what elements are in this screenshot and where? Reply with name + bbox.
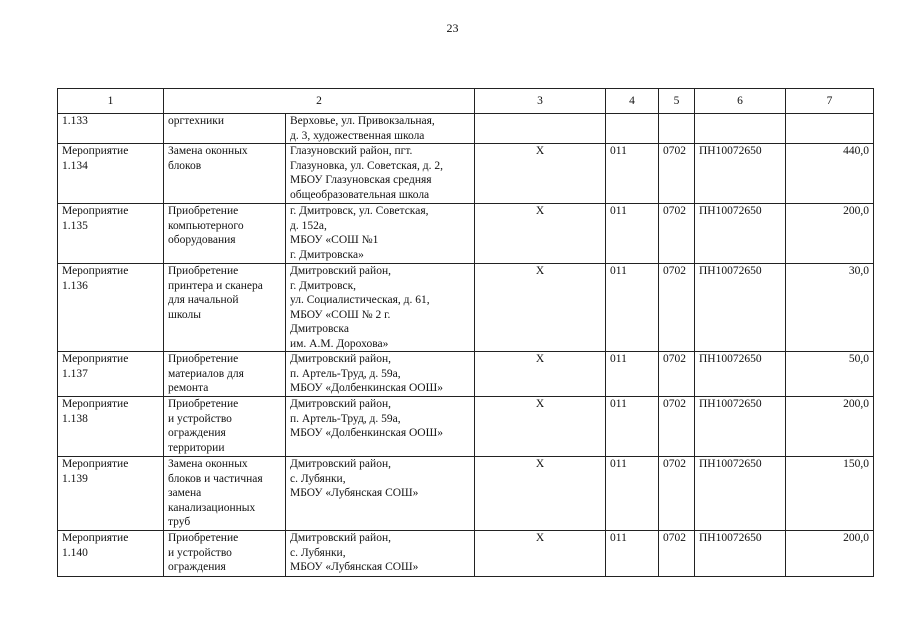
target-cell: ПН10072650 [695,204,786,264]
event-cell: Мероприятие 1.139 [58,457,164,531]
code-cell [606,114,659,144]
table-row [58,397,874,457]
code-cell: 011 [606,397,659,457]
section-cell: 0702 [659,144,695,204]
mark-cell: X [475,531,606,577]
table-row [58,114,874,144]
name-cell: Приобретение компьютерного оборудования [164,204,286,264]
table-row [58,352,874,397]
event-cell: Мероприятие 1.136 [58,264,164,352]
section-cell: 0702 [659,352,695,397]
amount-cell: 200,0 [786,531,874,577]
section-cell: 0702 [659,264,695,352]
table-row [58,144,874,204]
amount-cell: 200,0 [786,204,874,264]
header-col-3: 3 [475,89,606,114]
code-cell: 011 [606,352,659,397]
header-col-6: 6 [695,89,786,114]
event-cell: Мероприятие 1.135 [58,204,164,264]
location-cell: Дмитровский район, г. Дмитровск, ул. Социалистическая, д. 61, МБОУ «СОШ № 2 г. Дмитровска им. А.М. Дорохова» [286,264,475,352]
code-cell: 011 [606,204,659,264]
mark-cell: X [475,352,606,397]
amount-cell [786,114,874,144]
target-cell: ПН10072650 [695,397,786,457]
budget-table [57,88,874,577]
table-row [58,204,874,264]
target-cell: ПН10072650 [695,531,786,577]
amount-cell: 50,0 [786,352,874,397]
location-cell: Дмитровский район, с. Лубянки, МБОУ «Лубянская СОШ» [286,531,475,577]
section-cell: 0702 [659,531,695,577]
table-row [58,531,874,577]
location-cell: Верховье, ул. Привокзальная, д. 3, художественная школа [286,114,475,144]
name-cell: Приобретение принтера и сканера для начальной школы [164,264,286,352]
name-cell: Замена оконных блоков [164,144,286,204]
location-cell: Дмитровский район, п. Артель-Труд, д. 59а, МБОУ «Долбенкинская ООШ» [286,352,475,397]
mark-cell: X [475,204,606,264]
mark-cell: X [475,264,606,352]
event-cell: 1.133 [58,114,164,144]
event-cell: Мероприятие 1.138 [58,397,164,457]
section-cell [659,114,695,144]
section-cell: 0702 [659,457,695,531]
event-cell: Мероприятие 1.140 [58,531,164,577]
name-cell: Приобретение и устройство ограждения территории [164,397,286,457]
location-cell: г. Дмитровск, ул. Советская, д. 152а, МБОУ «СОШ №1 г. Дмитровска» [286,204,475,264]
target-cell: ПН10072650 [695,144,786,204]
amount-cell: 440,0 [786,144,874,204]
amount-cell: 200,0 [786,397,874,457]
mark-cell: X [475,457,606,531]
header-row [58,89,874,114]
amount-cell: 150,0 [786,457,874,531]
amount-cell: 30,0 [786,264,874,352]
target-cell: ПН10072650 [695,352,786,397]
header-col-4: 4 [606,89,659,114]
name-cell: Приобретение материалов для ремонта [164,352,286,397]
section-cell: 0702 [659,204,695,264]
target-cell: ПН10072650 [695,264,786,352]
name-cell: Замена оконных блоков и частичная замена канализационных труб [164,457,286,531]
code-cell: 011 [606,457,659,531]
section-cell: 0702 [659,397,695,457]
target-cell [695,114,786,144]
target-cell: ПН10072650 [695,457,786,531]
location-cell: Дмитровский район, п. Артель-Труд, д. 59а, МБОУ «Долбенкинская ООШ» [286,397,475,457]
page-number: 23 [446,21,459,35]
table-row [58,264,874,352]
location-cell: Глазуновский район, пгт. Глазуновка, ул. Советская, д. 2, МБОУ Глазуновская средняя общеобразовательная школа [286,144,475,204]
header-col-7: 7 [786,89,874,114]
event-cell: Мероприятие 1.137 [58,352,164,397]
code-cell: 011 [606,531,659,577]
event-cell: Мероприятие 1.134 [58,144,164,204]
mark-cell [475,114,606,144]
location-cell: Дмитровский район, с. Лубянки, МБОУ «Лубянская СОШ» [286,457,475,531]
mark-cell: X [475,397,606,457]
header-col-1: 1 [58,89,164,114]
name-cell: оргтехники [164,114,286,144]
table-row [58,457,874,531]
header-col-5: 5 [659,89,695,114]
code-cell: 011 [606,144,659,204]
header-col-2: 2 [164,89,475,114]
mark-cell: X [475,144,606,204]
code-cell: 011 [606,264,659,352]
name-cell: Приобретение и устройство ограждения [164,531,286,577]
